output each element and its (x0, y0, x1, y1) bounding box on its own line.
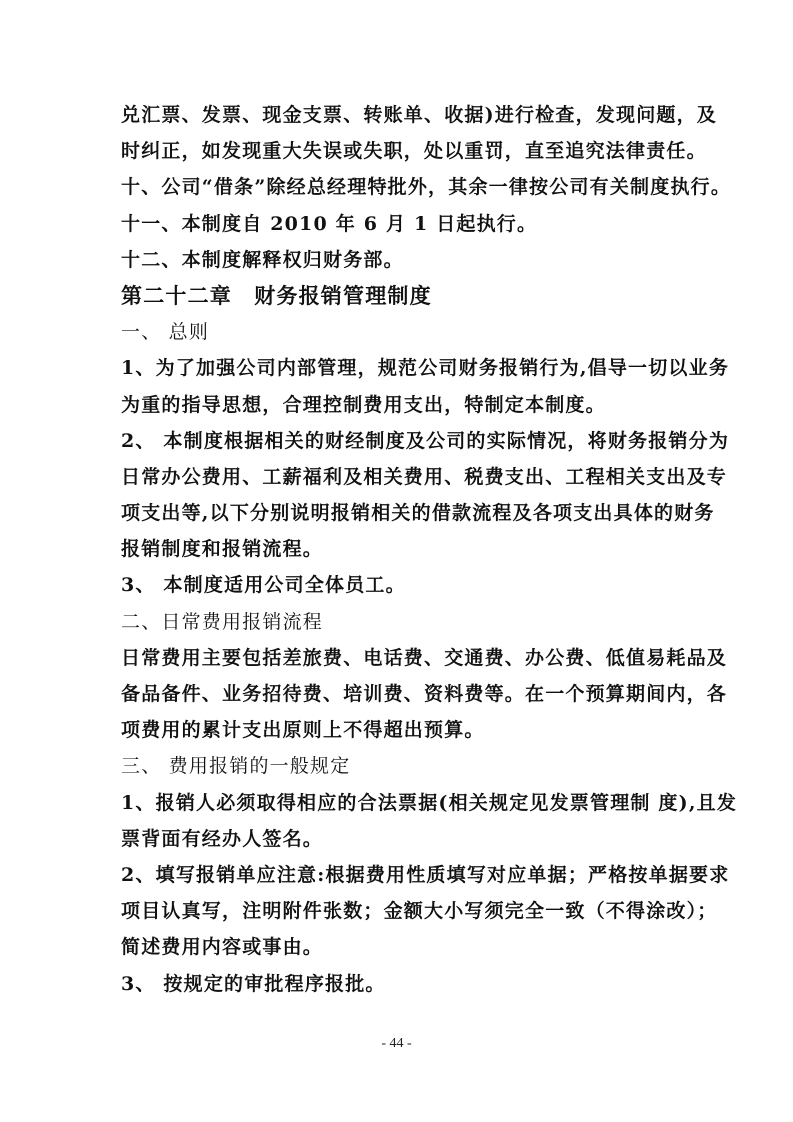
paragraph-line: 1、为了加强公司内部管理，规范公司财务报销行为,倡导一切以业务 (121, 357, 730, 380)
paragraph-line: 日常费用主要包括差旅费、电话费、交通费、办公费、低值易耗品及 (121, 646, 728, 669)
paragraph-line: 3、 本制度适用公司全体员工。 (121, 574, 406, 597)
paragraph-line: 日常办公费用、工薪福利及相关费用、税费支出、工程相关支出及专 (121, 465, 728, 488)
paragraph-line: 项费用的累计支出原则上不得超出预算。 (121, 719, 485, 742)
paragraph-line: 1、报销人必须取得相应的合法票据(相关规定见发票管理制 度),且发 (121, 791, 738, 814)
paragraph-line: 十二、本制度解释权归财务部。 (121, 248, 404, 271)
paragraph-line: 十、公司“借条”除经总经理特批外，其余一律按公司有关制度执行。 (121, 176, 732, 199)
paragraph-line: 兑汇票、发票、现金支票、转账单、收据)进行检查，发现问题，及 (121, 104, 717, 126)
paragraph-line: 项支出等,以下分别说明报销相关的借款流程及各项支出具体的财务 (121, 502, 715, 525)
section-heading: 一、 总则 (121, 321, 210, 344)
page-number: - 44 - (381, 1036, 412, 1051)
document-body (121, 97, 738, 1002)
paragraph-line: 票背面有经办人签名。 (121, 827, 324, 850)
section-heading: 二、日常费用报销流程 (121, 610, 324, 633)
chapter-heading: 第二十二章 财务报销管理制度 (121, 282, 432, 308)
paragraph-line: 简述费用内容或事由。 (121, 936, 324, 959)
paragraph-line: 备品备件、业务招待费、培训费、资料费等。在一个预算期间内，各 (121, 683, 728, 705)
paragraph-line: 报销制度和报销流程。 (121, 538, 324, 561)
section-heading: 三、 费用报销的一般规定 (121, 755, 351, 778)
paragraph-line: 为重的指导思想，合理控制费用支出，特制定本制度。 (121, 393, 606, 416)
paragraph-line: 时纠正，如发现重大失误或失职，处以重罚，直至追究法律责任。 (121, 140, 707, 163)
paragraph-line: 3、 按规定的审批程序报批。 (121, 972, 386, 995)
paragraph-line: 项目认真写，注明附件张数；金额大小写须完全一致（不得涂改）； (121, 900, 718, 923)
paragraph-line: 十一、本制度自 2010 年 6 月 1 日起执行。 (121, 212, 538, 235)
paragraph-line: 2、填写报销单应注意:根据费用性质填写对应单据；严格按单据要求 (121, 863, 730, 886)
paragraph-line: 2、 本制度根据相关的财经制度及公司的实际情况，将财务报销分为 (121, 429, 730, 452)
